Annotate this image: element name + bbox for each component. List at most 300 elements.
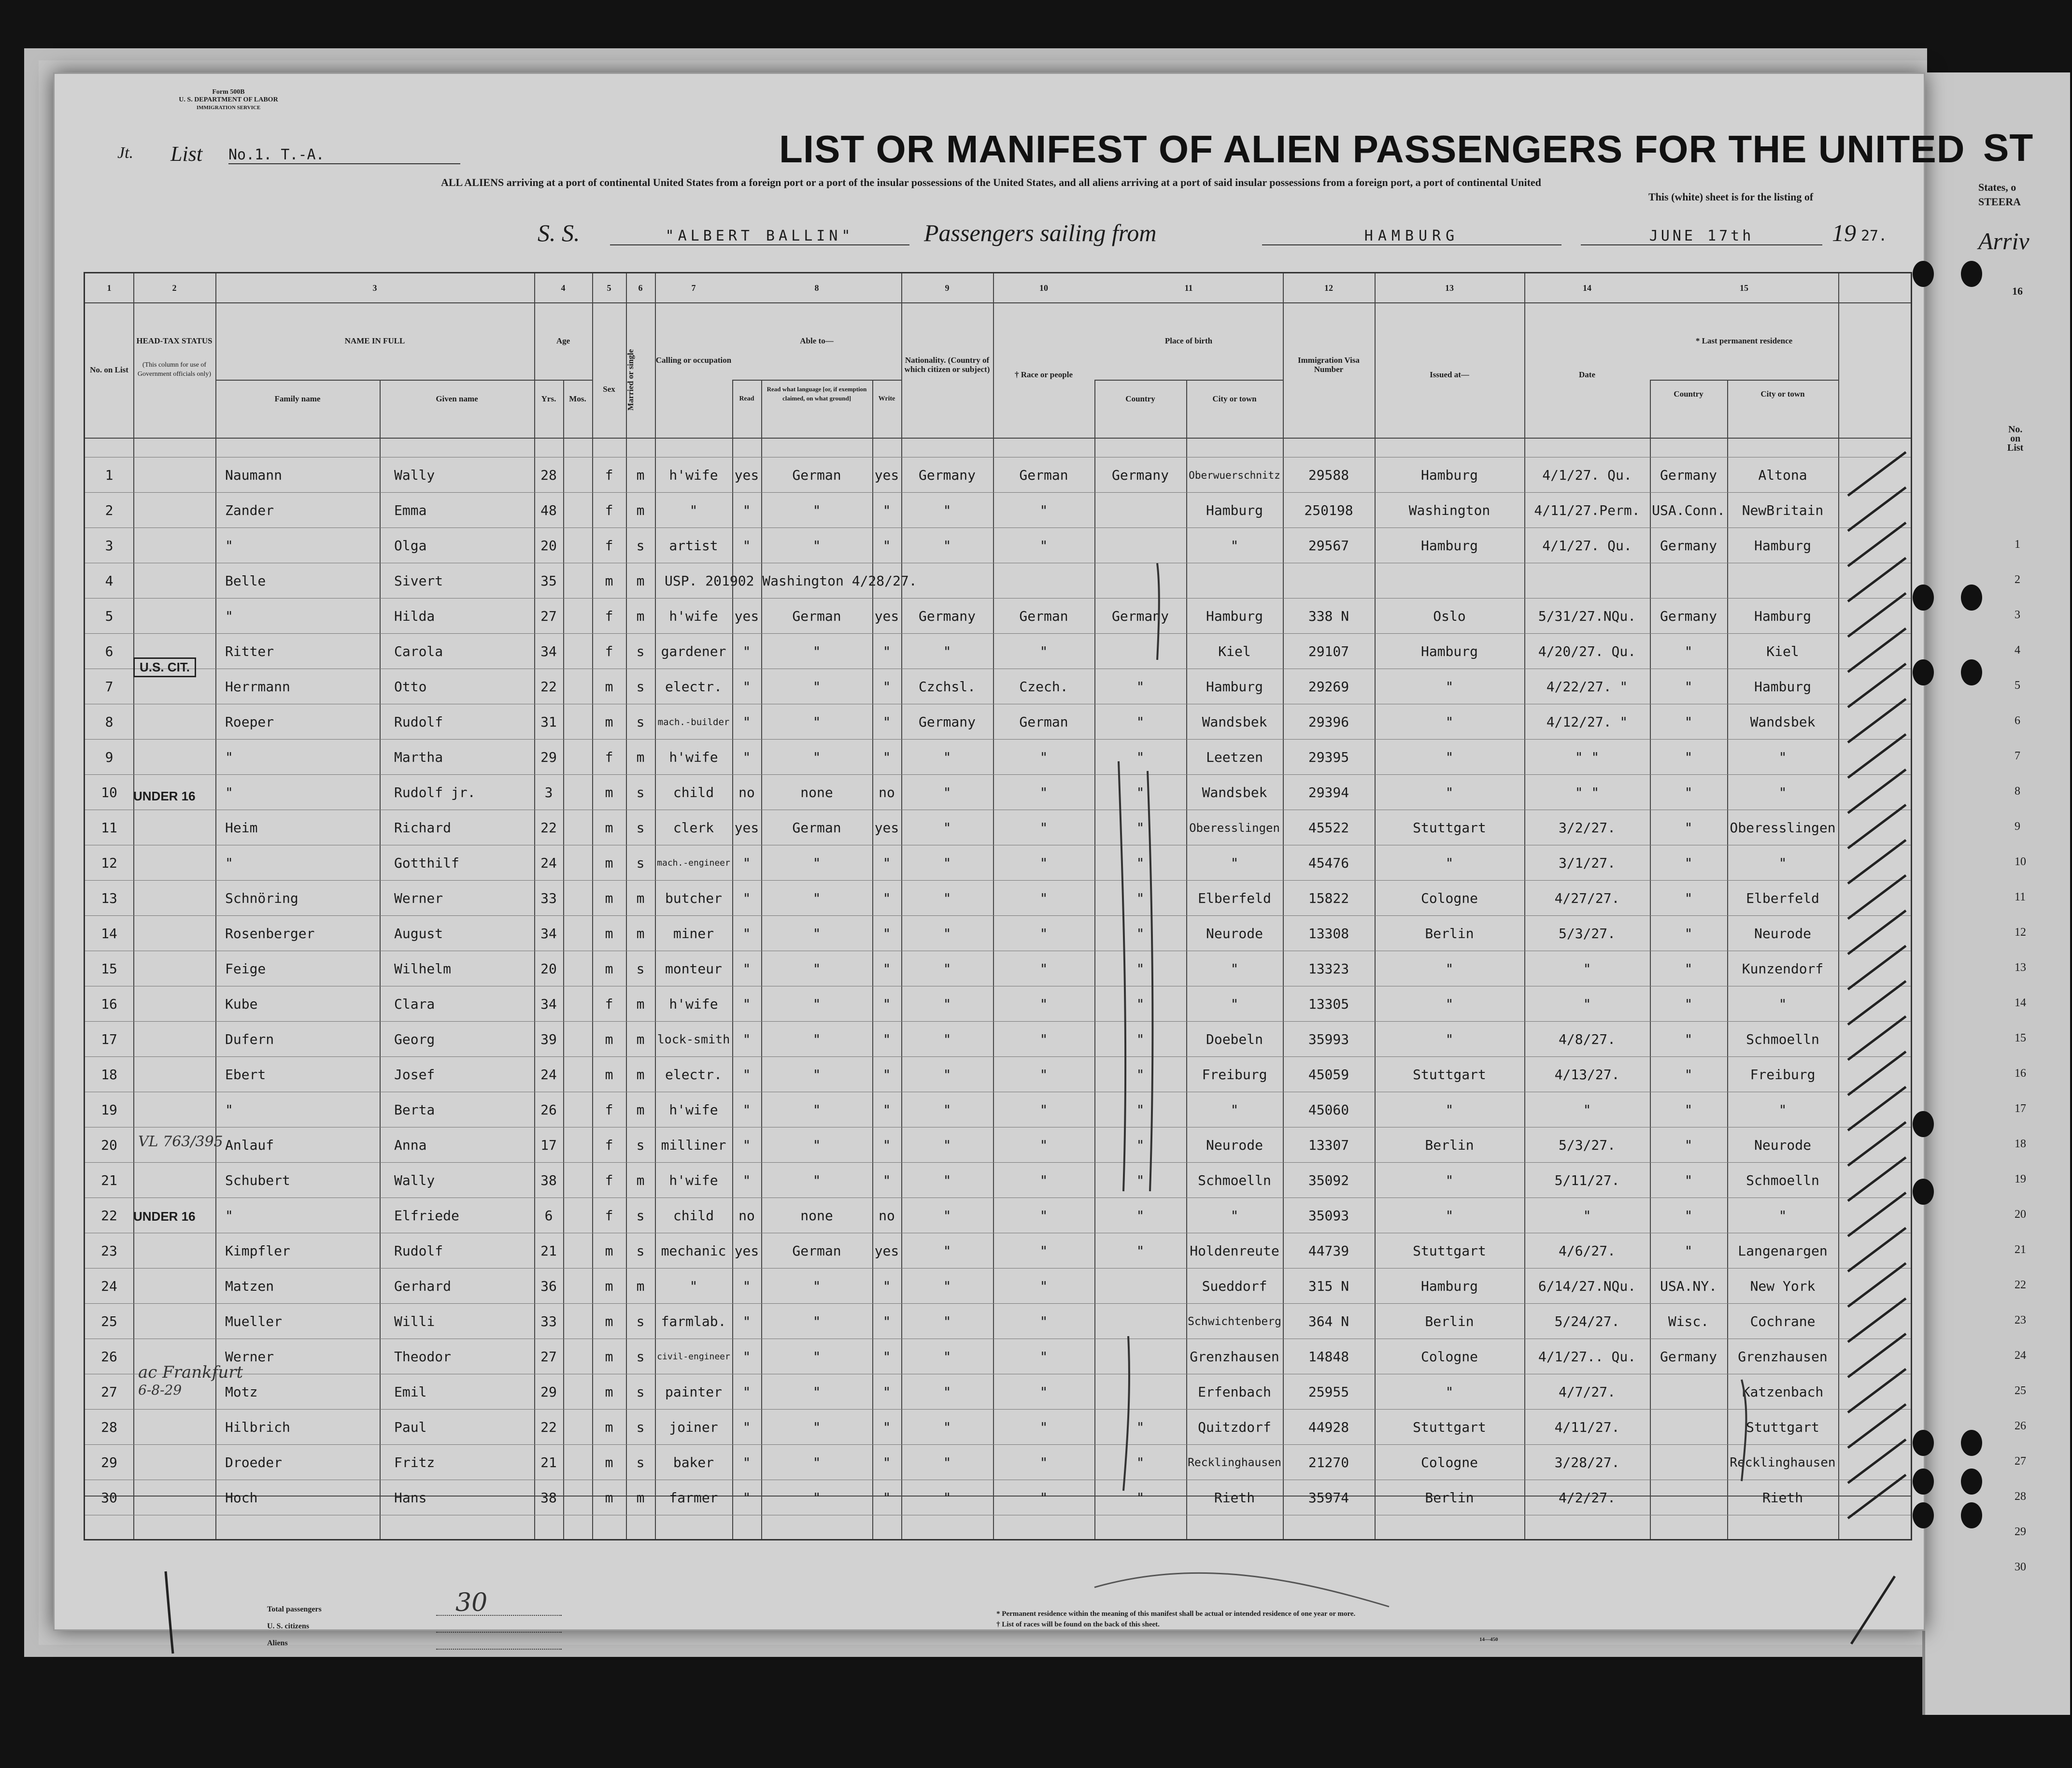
aliens-line [436,1649,562,1650]
cell-ms: s [636,1384,645,1400]
cell-pob_t: " [1230,1102,1239,1118]
header-given: Given name [436,394,478,403]
cell-read: " [742,1172,751,1188]
cell-fam: Motz [225,1384,258,1400]
cell-age: 33 [540,890,557,906]
cell-race: " [1039,784,1048,800]
cell-sex: f [605,1208,613,1224]
next-sheet-row-number: 29 [2015,1526,2026,1538]
cell-date: " [1583,1208,1591,1224]
cell-lang: " [812,1490,821,1506]
cell-pob_c: " [1136,714,1145,730]
cell-lang: German [792,608,841,624]
cell-pob_t: Wandsbek [1202,784,1267,800]
cell-lang: " [812,996,821,1012]
column-number: 12 [1324,283,1333,293]
header-visa: Immigration Visa Number [1298,356,1360,374]
cell-occ: butcher [665,890,722,906]
column-number: 15 [1740,283,1748,293]
cell-giv: Hans [394,1490,427,1506]
cell-lr_t: Elberfeld [1746,890,1819,906]
subtitle-1: ALL ALIENS arriving at a port of continental United States from a foreign port or a port of the insular possessions of the United States, and all aliens arriving at a port of said insular possessions from a foreign port, a port of continental United [441,176,1541,188]
next-sheet-row-number: 26 [2015,1420,2026,1432]
cell-visa: 338 N [1308,608,1349,624]
cell-lang: " [812,1278,821,1294]
header-family: Family name [274,394,321,403]
cell-read: " [742,996,751,1012]
cell-date: 4/8/27. [1558,1031,1616,1047]
cell-age: 38 [540,1490,557,1506]
cell-date: 4/11/27.Perm. [1534,502,1640,518]
punch-hole [1961,261,1982,287]
cell-occ: USP. 201902 Washington 4/28/27. [665,573,917,589]
cell-occ: h'wife [669,996,718,1012]
cell-date: " " [1575,749,1600,765]
cell-read: yes [734,820,759,836]
cell-iss: Hamburg [1420,538,1478,554]
cell-pob_c: " [1136,1172,1145,1188]
cell-fam: " [225,749,233,765]
cell-occ: electr. [665,679,722,695]
cell-nat: " [943,1172,951,1188]
cell-sex: m [605,926,613,941]
cell-visa: 13323 [1308,961,1349,977]
next-sheet-row-number: 20 [2015,1208,2026,1221]
next-sheet [1922,72,2070,1715]
cell-ms: m [636,467,645,483]
cell-occ: mach.-builder [657,717,730,727]
cell-read: " [742,855,751,871]
cell-pob_t: Neurode [1206,926,1263,941]
cell-date: " [1583,1102,1591,1118]
cell-visa: 29107 [1308,643,1349,659]
next-sheet-row-number: 23 [2015,1314,2026,1326]
cell-pob_t: Freiburg [1202,1067,1267,1083]
cell-iss: Hamburg [1420,643,1478,659]
cell-giv: Clara [394,996,435,1012]
cell-ms: m [636,890,645,906]
cell-n: 10 [101,784,117,800]
header-no: No. on List [90,365,128,374]
cell-nat: " [943,820,951,836]
cell-nat: Germany [918,467,976,483]
cell-nat: " [943,855,951,871]
cell-nat: Germany [918,714,976,730]
cell-race: " [1039,1208,1048,1224]
next-sheet-line2: STEERA [1978,196,2021,208]
cell-n: 15 [101,961,117,977]
column-number: 14 [1583,283,1591,293]
cell-lr_t: New York [1750,1278,1816,1294]
cell-n: 5 [105,608,114,624]
cell-pob_c: " [1136,1490,1145,1506]
next-sheet-row-number: 25 [2015,1384,2026,1397]
cell-n: 28 [101,1419,117,1435]
cell-ms: s [636,1208,645,1224]
list-number: No.1. T.-A. [228,146,460,164]
cell-read: " [742,1102,751,1118]
cell-iss: Stuttgart [1413,820,1486,836]
cell-lr_c: USA.Conn. [1652,502,1725,518]
cell-write: " [882,926,891,941]
cell-giv: Berta [394,1102,435,1118]
cell-occ: civil-engineer [657,1352,730,1362]
cell-sex: m [605,1278,613,1294]
cell-ms: m [636,1278,645,1294]
cell-iss: " [1445,1384,1454,1400]
cell-date: 4/1/27.. Qu. [1538,1349,1636,1365]
cell-race: " [1039,643,1048,659]
header-readlang: Read what language [or, if exemption claimed, on what ground] [766,385,867,402]
cell-lr_c: " [1684,961,1693,977]
cell-ms: m [636,926,645,941]
next-sheet-row-number: 6 [2015,714,2020,727]
cell-giv: Werner [394,890,443,906]
cell-race: " [1039,890,1048,906]
cell-read: " [742,1278,751,1294]
cell-lr_t: Hamburg [1754,608,1811,624]
cell-read: " [742,538,751,554]
list-prefix: Jt. [117,144,134,162]
cell-n: 22 [101,1208,117,1224]
next-sheet-row-number: 28 [2015,1490,2026,1503]
cell-pob_c: " [1136,749,1145,765]
cell-visa: 45522 [1308,820,1349,836]
cell-pob_t: Kiel [1218,643,1251,659]
cell-visa: 13308 [1308,926,1349,941]
cell-n: 11 [101,820,117,836]
cell-nat: " [943,538,951,554]
column-number: 11 [1184,283,1193,293]
cell-fam: Belle [225,573,266,589]
cell-lr_t: Freiburg [1750,1067,1816,1083]
cell-lr_c: " [1684,855,1693,871]
cell-race: " [1039,1454,1048,1470]
next-sheet-row-number: 27 [2015,1455,2026,1468]
cell-occ: h'wife [669,1102,718,1118]
cell-date: 3/1/27. [1558,855,1616,871]
cell-fam: Dufern [225,1031,274,1047]
cell-pob_t: Wandsbek [1202,714,1267,730]
cell-nat: " [943,1067,951,1083]
next-sheet-row-number: 21 [2015,1243,2026,1256]
header-mos: Mos. [569,394,586,403]
next-sheet-row-number: 4 [2015,644,2020,656]
cell-nat: " [943,784,951,800]
sailing-port: HAMBURG [1262,228,1561,245]
cell-pob_c: Germany [1111,608,1169,624]
cell-ms: m [636,1102,645,1118]
cell-pob_t: Hamburg [1206,679,1263,695]
cell-giv: Rudolf [394,1243,443,1259]
cell-n: 4 [105,573,114,589]
cell-age: 24 [540,1067,557,1083]
cell-lang: " [812,679,821,695]
cell-pob_t: Schwichtenberg [1188,1315,1281,1328]
cell-lang: German [792,820,841,836]
cell-ms: m [636,1172,645,1188]
next-sheet-row-number: 19 [2015,1173,2026,1185]
cell-lr_c: " [1684,926,1693,941]
cell-lr_c: Germany [1660,1349,1717,1365]
cell-occ: mechanic [661,1243,726,1259]
cell-pob_c: " [1136,1102,1145,1118]
ship-ss: S. S. [538,219,580,246]
cell-lang: " [812,1067,821,1083]
cell-read: " [742,961,751,977]
us-citizens-label: U. S. citizens [267,1622,310,1630]
cell-write: " [882,1454,891,1470]
cell-sex: m [605,890,613,906]
next-sheet-row-number: 8 [2015,785,2020,798]
cell-giv: Josef [394,1067,435,1083]
punch-hole [1961,1502,1982,1528]
next-sheet-row-number: 12 [2015,926,2026,939]
cell-write: " [882,1102,891,1118]
cell-lang: " [812,643,821,659]
cell-lr_t: Neurode [1754,1137,1811,1153]
cell-pob_t: Holdenreute [1190,1243,1279,1259]
cell-pob_t: Neurode [1206,1137,1263,1153]
header-date: Date [1579,370,1595,379]
cell-lr_c: " [1684,1137,1693,1153]
cell-lang: " [812,502,821,518]
cell-occ: joiner [669,1419,718,1435]
cell-write: " [882,1419,891,1435]
cell-iss: " [1445,679,1454,695]
cell-pob_c: " [1136,1031,1145,1047]
cell-pob_t: " [1230,855,1239,871]
cell-n: 29 [101,1454,117,1470]
cell-sex: m [605,1067,613,1083]
cell-n: 19 [101,1102,117,1118]
cell-visa: 35092 [1308,1172,1349,1188]
cell-sex: f [605,1137,613,1153]
cell-pob_c: " [1136,890,1145,906]
cell-write: " [882,679,891,695]
cell-date: 5/24/27. [1554,1313,1620,1329]
cell-iss: Cologne [1420,1349,1478,1365]
cell-age: 20 [540,538,557,554]
ship-name: "ALBERT BALLIN" [610,228,909,245]
cell-date: 4/1/27. Qu. [1542,538,1632,554]
column-number: 4 [561,283,566,293]
header-race: † Race or people [1014,370,1073,379]
cell-pob_c: " [1136,1208,1145,1224]
cell-lang: " [812,1349,821,1365]
header-write: Write [878,395,895,402]
cell-n: 17 [101,1031,117,1047]
cell-fam: Droeder [225,1454,283,1470]
cell-lr_t: Altona [1758,467,1807,483]
cell-pob_t: Sueddorf [1202,1278,1267,1294]
sailing-label: Passengers sailing from [924,219,1157,246]
cell-fam: Heim [225,820,258,836]
cell-nat: Czchsl. [918,679,976,695]
cell-ms: s [636,1419,645,1435]
cell-sex: m [605,679,613,695]
cell-read: " [742,1349,751,1365]
cell-date: " " [1575,784,1600,800]
cell-fam: " [225,608,233,624]
cell-ms: s [636,643,645,659]
cell-read: " [742,749,751,765]
cell-sex: m [605,573,613,589]
cell-race: " [1039,1278,1048,1294]
cell-age: 34 [540,643,557,659]
cell-giv: Georg [394,1031,435,1047]
cell-nat: " [943,502,951,518]
cell-n: 16 [101,996,117,1012]
cell-n: 8 [105,714,114,730]
cell-visa: 14848 [1308,1349,1349,1365]
form-service: IMMIGRATION SERVICE [196,105,261,111]
cell-ms: s [636,679,645,695]
cell-fam: " [225,784,233,800]
cell-lang: " [812,714,821,730]
cell-race: " [1039,1384,1048,1400]
cell-occ: " [689,1278,698,1294]
total-line [436,1615,562,1616]
cell-write: yes [874,820,899,836]
cell-visa: 29394 [1308,784,1349,800]
header-sex: Sex [603,385,615,394]
cell-sex: m [605,1243,613,1259]
cell-giv: Wally [394,1172,435,1188]
header-issued: Issued at— [1430,370,1469,379]
cell-iss: Stuttgart [1413,1067,1486,1083]
cell-pob_t: Recklinghausen [1188,1456,1281,1469]
cell-read: " [742,1419,751,1435]
cell-lr_c: " [1684,1243,1693,1259]
cell-race: Czech. [1019,679,1068,695]
cell-fam: " [225,538,233,554]
cell-race: " [1039,1137,1048,1153]
cell-pob_t: Erfenbach [1198,1384,1271,1400]
cell-lr_c: " [1684,643,1693,659]
cell-write: " [882,890,891,906]
cell-age: 20 [540,961,557,977]
cell-race: " [1039,926,1048,941]
cell-giv: Martha [394,749,443,765]
cell-pob_t: Quitzdorf [1198,1419,1271,1435]
cell-age: 29 [540,749,557,765]
cell-date: 5/3/27. [1558,926,1616,941]
cell-occ: milliner [661,1137,726,1153]
cell-write: " [882,1172,891,1188]
cell-read: no [738,1208,755,1224]
cell-pob_t: " [1230,996,1239,1012]
next-sheet-row-number: 5 [2015,679,2020,692]
cell-n: 27 [101,1384,117,1400]
form-number: Form 500B [212,88,245,96]
cell-visa: 35974 [1308,1490,1349,1506]
cell-lr_t: Schmoelln [1746,1031,1819,1047]
cell-age: 33 [540,1313,557,1329]
cell-lang: German [792,1243,841,1259]
cell-lang: German [792,467,841,483]
cell-lang: " [812,1172,821,1188]
cell-write: " [882,1067,891,1083]
cell-occ: lock-smith [657,1032,730,1046]
cell-sex: f [605,643,613,659]
cell-giv: Elfriede [394,1208,459,1224]
next-sheet-row-number: 3 [2015,609,2020,621]
punch-hole [1913,261,1934,287]
next-sheet-row-number: 14 [2015,997,2026,1009]
cell-pob_c: " [1136,1137,1145,1153]
cell-giv: Wilhelm [394,961,452,977]
cell-iss: Hamburg [1420,1278,1478,1294]
cell-date: 4/12/27. " [1546,714,1628,730]
cell-write: " [882,1384,891,1400]
cell-giv: Theodor [394,1349,452,1365]
cell-lr_t: Cochrane [1750,1313,1816,1329]
next-sheet-row-number: 9 [2015,820,2020,833]
cell-fam: " [225,1208,233,1224]
cell-lr_t: " [1778,1102,1787,1118]
cell-iss: " [1445,996,1454,1012]
column-number: 7 [691,283,696,293]
cell-nat: " [943,961,951,977]
cell-occ: baker [673,1454,714,1470]
column-number: 3 [372,283,377,293]
cell-lr_c: " [1684,749,1693,765]
cell-age: 31 [540,714,557,730]
cell-lr_t: " [1778,855,1787,871]
cell-occ: monteur [665,961,722,977]
cell-iss: " [1445,749,1454,765]
cell-lang: " [812,1419,821,1435]
cell-giv: Richard [394,820,452,836]
next-sheet-row-number: 30 [2015,1561,2026,1573]
cell-pob_c: " [1136,926,1145,941]
cell-fam: Werner [225,1349,274,1365]
cell-giv: Wally [394,467,435,483]
cell-pob_c: Germany [1111,467,1169,483]
cell-ms: m [636,1067,645,1083]
cell-age: 27 [540,1349,557,1365]
cell-iss: Berlin [1425,926,1474,941]
cell-write: " [882,1031,891,1047]
cell-sex: f [605,1102,613,1118]
cell-nat: " [943,1137,951,1153]
header-lastres: * Last permanent residence [1695,336,1793,345]
header-headtax: HEAD-TAX STATUS [136,336,213,345]
cell-lr_t: " [1778,996,1787,1012]
subtitle-2: This (white) sheet is for the listing of [1648,191,1814,203]
cell-visa: 29567 [1308,538,1349,554]
cell-giv: Carola [394,643,443,659]
cell-iss: " [1445,714,1454,730]
cell-lr_c: " [1684,714,1693,730]
cell-sex: f [605,467,613,483]
cell-pob_c: " [1136,1067,1145,1083]
handwritten-ac-note: ac Frankfurt [138,1363,243,1382]
cell-age: 28 [540,467,557,483]
cell-visa: 21270 [1308,1454,1349,1470]
cell-pob_t: Oberwuerschnitz [1189,470,1280,481]
cell-lang: " [812,538,821,554]
cell-nat: " [943,890,951,906]
cell-age: 3 [544,784,553,800]
cell-nat: " [943,1490,951,1506]
cell-nat: " [943,1384,951,1400]
cell-occ: gardener [661,643,726,659]
cell-read: " [742,1137,751,1153]
cell-giv: Gotthilf [394,855,459,871]
cell-age: 21 [540,1243,557,1259]
